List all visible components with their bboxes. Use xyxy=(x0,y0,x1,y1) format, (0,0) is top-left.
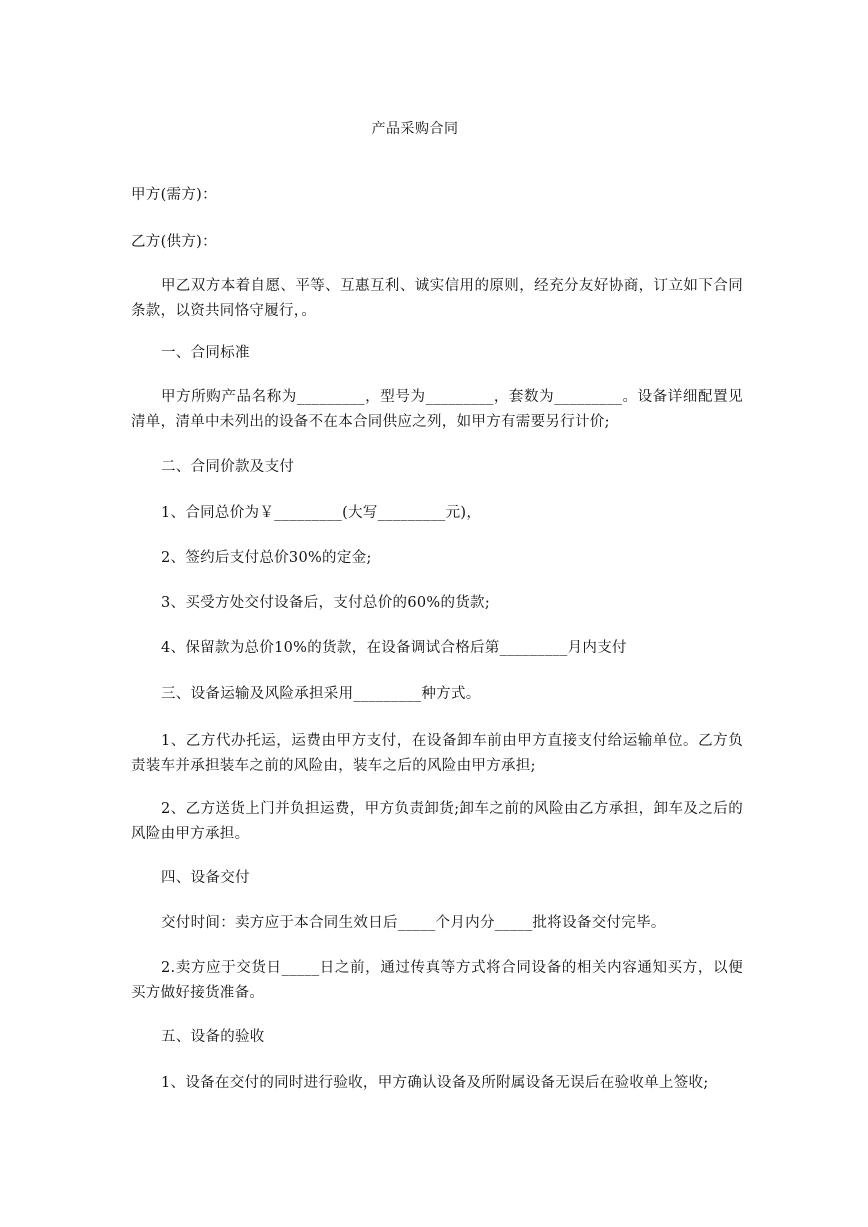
payment-item-4: 4、保留款为总价10%的货款，在设备调试合格后第_________月内支付 xyxy=(161,640,627,656)
section-heading-5: 五、设备的验收 xyxy=(161,1029,265,1045)
transport-item-1: 1、乙方代办托运，运费由甲方支付，在设备卸车前由甲方直接支付给运输单位。乙方负责装车并承担装车之前的风险由，装车之后的风险由甲方承担; xyxy=(131,733,743,774)
section-heading-1: 一、合同标准 xyxy=(161,345,250,361)
section-heading-3: 三、设备运输及风险承担采用_________种方式。 xyxy=(161,686,481,702)
document-title: 产品采购合同 xyxy=(371,121,459,137)
section-heading-2: 二、合同价款及支付 xyxy=(161,459,295,475)
acceptance-item-1: 1、设备在交付的同时进行验收，甲方确认设备及所附属设备无误后在验收单上签收; xyxy=(161,1075,709,1091)
section-heading-4: 四、设备交付 xyxy=(161,870,250,886)
payment-item-2: 2、签约后支付总价30%的定金; xyxy=(161,550,372,566)
party-a-line: 甲方(需方)： xyxy=(131,187,217,203)
preamble-paragraph: 甲乙双方本着自愿、平等、互惠互利、诚实信用的原则，经充分友好协商，订立如下合同条款，以资共同恪守履行，。 xyxy=(131,278,743,319)
payment-item-1: 1、合同总价为￥_________(大写_________元)， xyxy=(161,505,482,521)
delivery-time-paragraph: 交付时间：卖方应于本合同生效日后_____个月内分_____批将设备交付完毕。 xyxy=(161,915,666,931)
payment-item-3: 3、买受方处交付设备后，支付总价的60%的货款; xyxy=(161,595,491,611)
transport-item-2: 2、乙方送货上门并负担运费，甲方负责卸货;卸车之前的风险由乙方承担，卸车及之后的风险由甲方承担。 xyxy=(131,801,743,842)
clause-product-paragraph: 甲方所购产品名称为_________，型号为_________，套数为_________。设备详细配置见清单，清单中未列出的设备不在本合同供应之列，如甲方有需要另行计价; xyxy=(131,389,743,430)
party-b-line: 乙方(供方)： xyxy=(131,234,217,250)
delivery-notice-paragraph: 2.卖方应于交货日_____日之前，通过传真等方式将合同设备的相关内容通知买方，以便买方做好接货准备。 xyxy=(131,960,743,1001)
